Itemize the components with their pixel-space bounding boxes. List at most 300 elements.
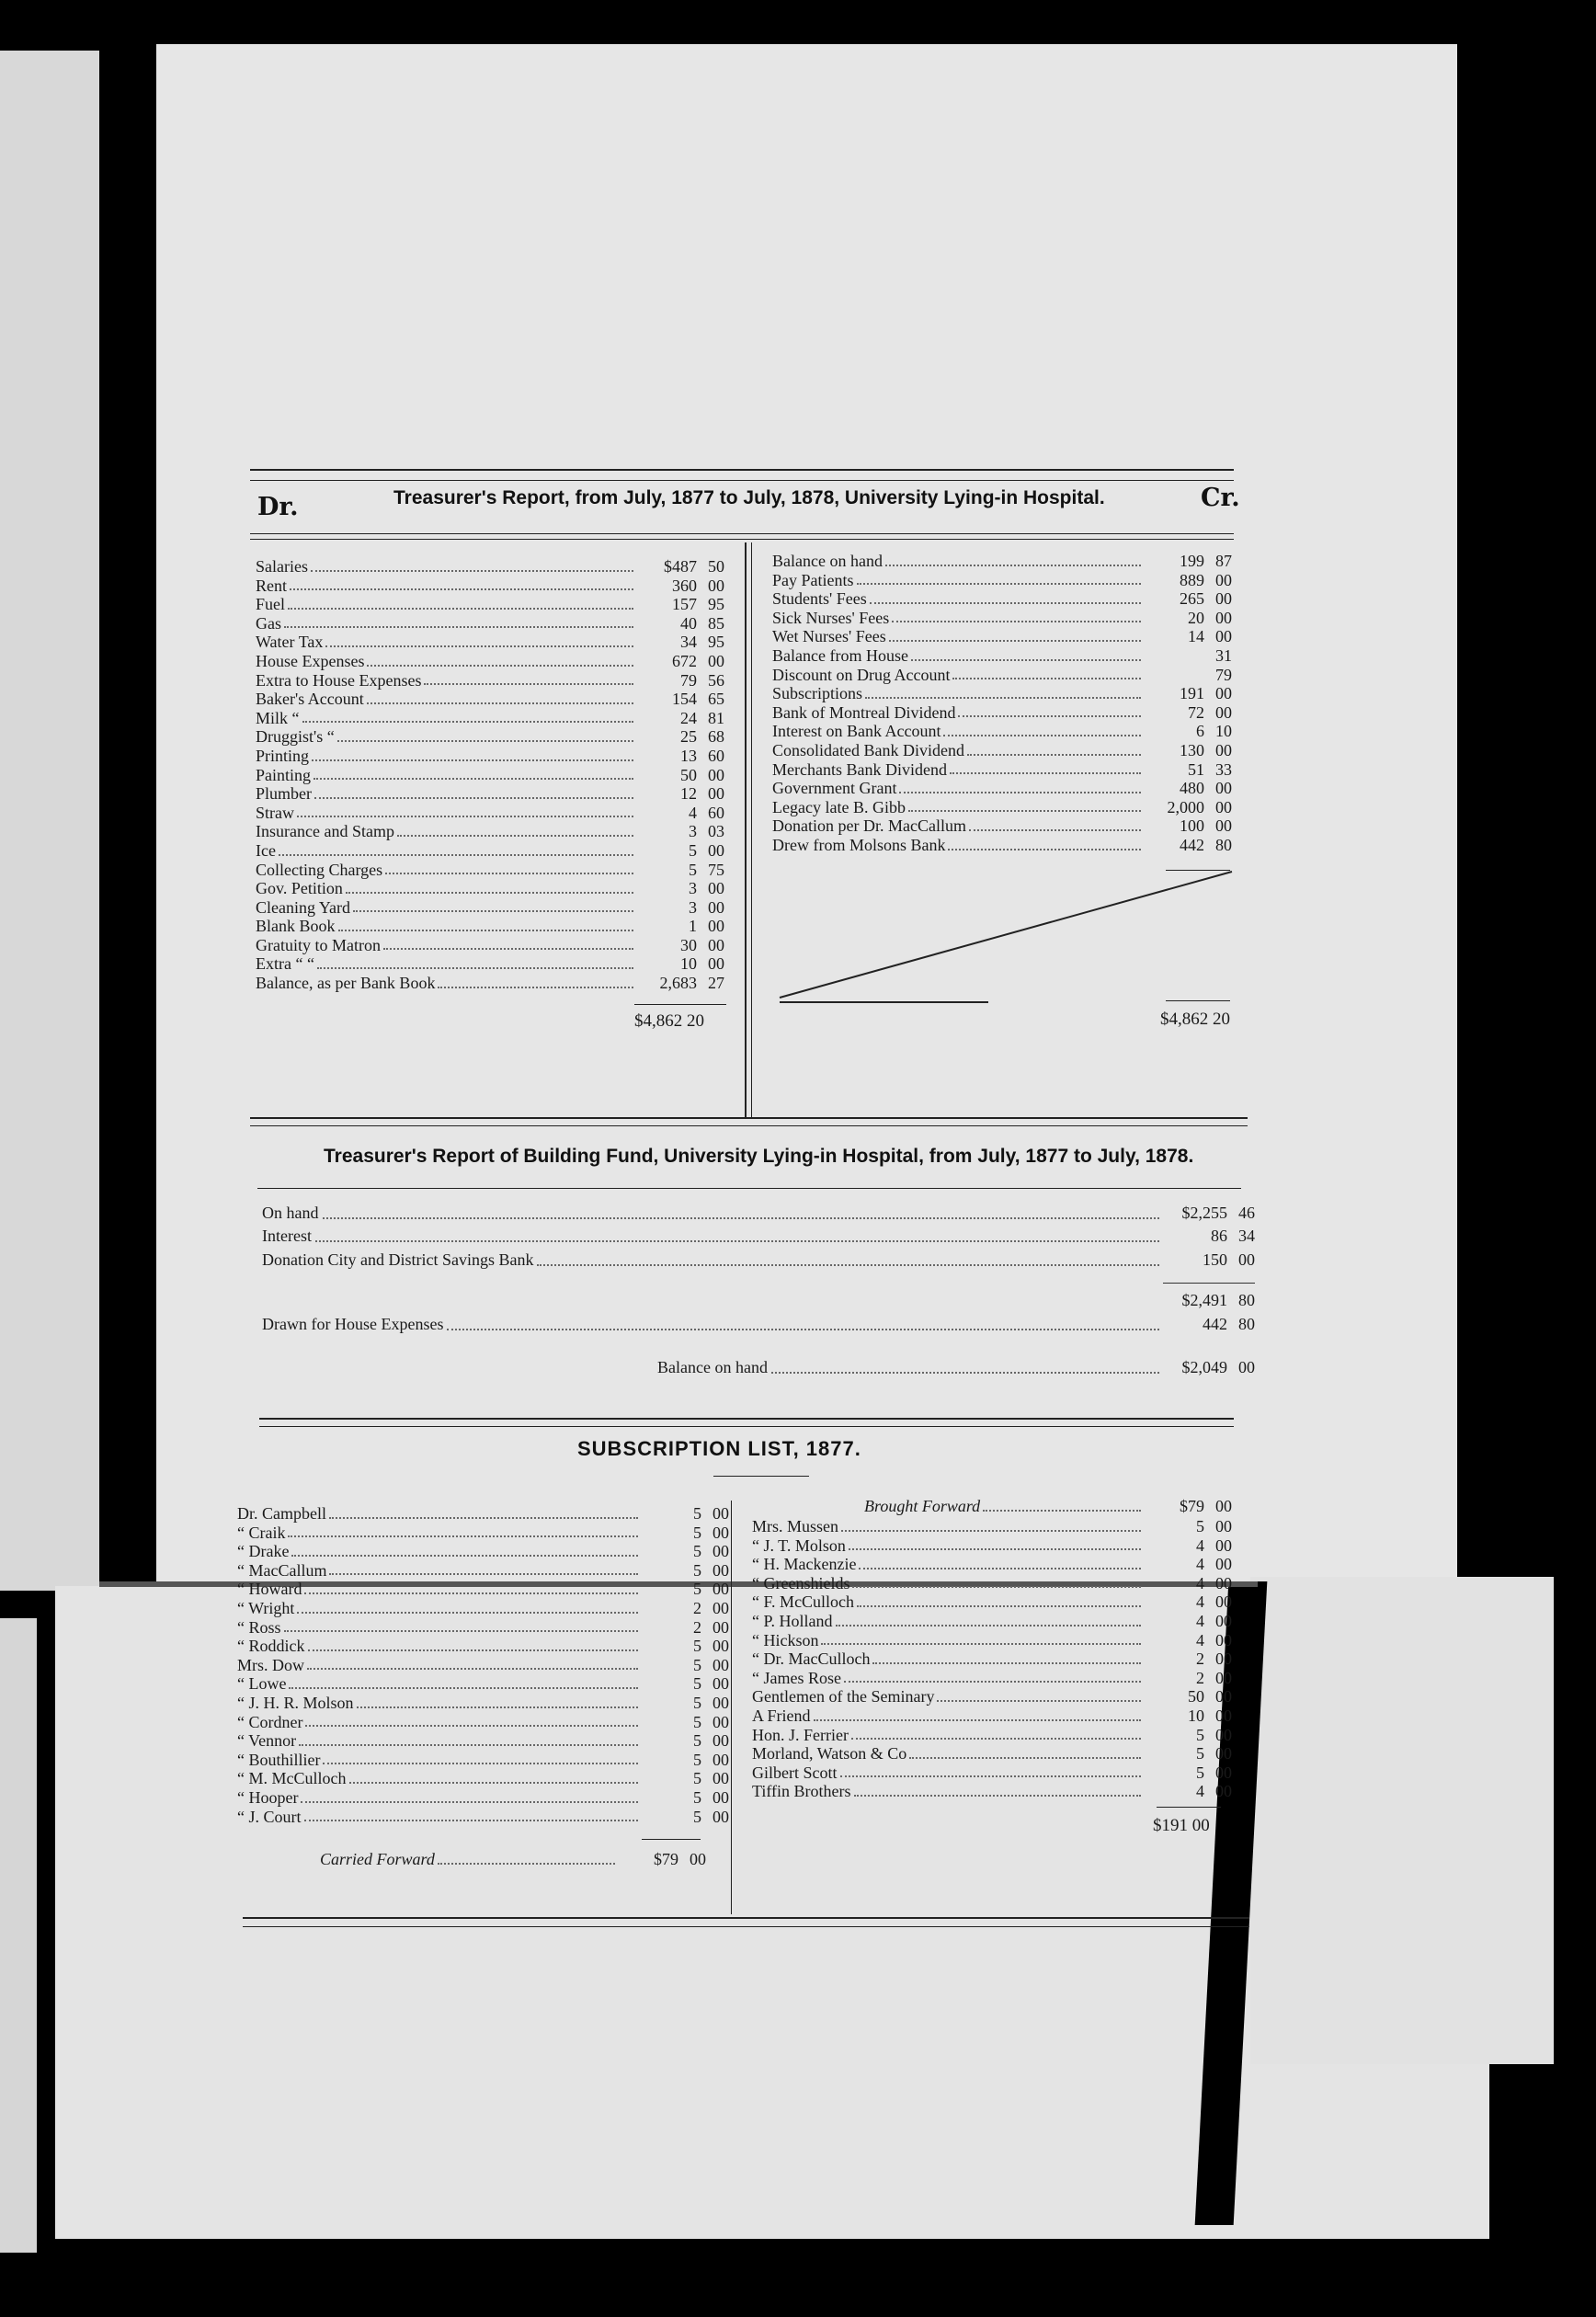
leader-dots (289, 1687, 638, 1689)
credit-label: Consolidated Bank Dividend (772, 740, 964, 759)
subscriber-label: “ Cordner (237, 1712, 303, 1731)
subscriber-dollars: 5 (693, 1560, 701, 1580)
leader-dots (911, 659, 1141, 661)
subscriber-label: Tiffin Brothers (752, 1782, 851, 1801)
subscriber-cents: 00 (1215, 1763, 1232, 1782)
bf-dollars: 150 (1203, 1250, 1227, 1269)
credit-cents: 87 (1215, 552, 1232, 570)
subscriber-label: Dr. Campbell (237, 1504, 326, 1523)
subscriber-label: “ Ross (237, 1617, 281, 1637)
bf-row-balance (262, 1356, 1255, 1380)
subscriber-dollars: 5 (693, 1637, 701, 1656)
leader-dots (851, 1738, 1141, 1740)
leader-dots (836, 1625, 1142, 1626)
subscriber-row (752, 1744, 1232, 1763)
credit-cents: 00 (1215, 684, 1232, 703)
subscriber-cents: 00 (1215, 1573, 1232, 1592)
debit-label: Druggist's “ (256, 727, 335, 747)
building-fund-rule (257, 1188, 1241, 1189)
debit-row (256, 652, 724, 671)
credit-cents: 00 (1215, 797, 1232, 816)
debit-dollars: 5 (689, 860, 697, 879)
credit-cents: 00 (1215, 740, 1232, 759)
leader-dots (279, 854, 633, 856)
subscriber-dollars: 50 (1188, 1687, 1204, 1706)
subscriber-row (237, 1751, 729, 1770)
subscriber-label: “ James Rose (752, 1668, 841, 1687)
debit-cents: 65 (708, 690, 724, 709)
subscriber-row (237, 1561, 729, 1581)
brought-forward-row (864, 1497, 1232, 1516)
subscriber-row (752, 1706, 1232, 1726)
subscriber-dollars: 5 (1196, 1763, 1204, 1782)
credit-row (772, 703, 1232, 723)
subscriber-cents: 00 (712, 1769, 729, 1788)
credit-row (772, 779, 1232, 798)
debit-total-rule (634, 1004, 726, 1005)
credit-dollars: 6 (1196, 722, 1204, 741)
leader-dots (346, 892, 633, 894)
debit-cents: 95 (708, 633, 724, 652)
subscriber-cents: 00 (712, 1598, 729, 1617)
credit-label: Balance on hand (772, 552, 883, 570)
bf-dollars: $2,491 (1181, 1291, 1227, 1309)
debit-dollars: 50 (680, 765, 697, 784)
debit-label: Cleaning Yard (256, 897, 350, 917)
credit-label: Bank of Montreal Dividend (772, 702, 956, 722)
debit-total: $4,862 20 (634, 1011, 704, 1031)
leader-dots (323, 1763, 638, 1764)
subscriber-dollars: 5 (1196, 1725, 1204, 1744)
leader-dots (304, 1820, 639, 1821)
carried-forward-rule (642, 1839, 701, 1840)
report-title: Treasurer's Report, from July, 1877 to July, 1878, University Lying-in Hospital. (393, 487, 1105, 508)
leader-dots (840, 1775, 1142, 1777)
leader-dots (325, 645, 633, 647)
bottom-rule (243, 1917, 1249, 1919)
debit-cents: 56 (708, 670, 724, 690)
credit-row (772, 741, 1232, 760)
leader-dots (885, 565, 1141, 566)
subscriber-row (237, 1808, 729, 1827)
leader-dots (357, 1706, 638, 1708)
bf-label: Interest (262, 1227, 312, 1245)
carried-forward-label: Carried Forward (320, 1850, 435, 1868)
bf-dollars: $2,255 (1181, 1203, 1227, 1222)
subscriber-dollars: 5 (693, 1787, 701, 1807)
leader-dots (284, 1630, 638, 1632)
debit-row (256, 898, 724, 918)
subscriber-row (752, 1669, 1232, 1688)
credit-label: Subscriptions (772, 684, 863, 703)
credit-row (772, 798, 1232, 817)
credit-dollars: 20 (1188, 608, 1204, 627)
credit-row (772, 609, 1232, 628)
subscription-divider (731, 1501, 732, 1914)
credit-row (772, 816, 1232, 836)
debit-cents: 50 (708, 557, 724, 576)
subscriber-row (752, 1782, 1232, 1801)
credit-dollars: 191 (1180, 684, 1204, 703)
credit-row (772, 722, 1232, 741)
brought-forward-dollars: $79 (1180, 1497, 1204, 1515)
debit-dollars: 13 (680, 746, 697, 765)
subscription-list-right (752, 1517, 1232, 1801)
leader-dots (291, 1555, 638, 1557)
leader-dots (872, 1662, 1141, 1664)
subscriber-row (752, 1517, 1232, 1536)
debit-cents: 03 (708, 822, 724, 841)
debit-dollars: 3 (689, 897, 697, 917)
subscriber-cents: 00 (712, 1787, 729, 1807)
leader-dots (288, 608, 633, 610)
debit-dollars: 154 (672, 690, 697, 709)
subscriber-row (237, 1788, 729, 1808)
credit-row (772, 684, 1232, 703)
header-rule-2 (250, 539, 1234, 540)
debit-cents: 00 (708, 879, 724, 898)
subscriber-cents: 00 (712, 1750, 729, 1769)
debit-dollars: 5 (689, 840, 697, 860)
debit-row (256, 766, 724, 785)
debit-row (256, 614, 724, 633)
leader-dots (297, 1612, 638, 1614)
leader-dots (950, 772, 1141, 774)
debit-label: Balance, as per Bank Book (256, 974, 436, 993)
debit-list (256, 557, 724, 993)
subscriber-label: “ J. Court (237, 1807, 302, 1826)
subscriber-cents: 00 (712, 1712, 729, 1731)
debit-cents: 95 (708, 595, 724, 614)
debit-row (256, 841, 724, 861)
subscriber-cents: 00 (1215, 1535, 1232, 1555)
leader-dots (312, 759, 633, 761)
subscriber-row (752, 1574, 1232, 1593)
subscriber-cents: 00 (1215, 1725, 1232, 1744)
subscriber-dollars: 5 (693, 1674, 701, 1694)
leader-dots (299, 1744, 638, 1746)
bf-label: Drawn for House Expenses (262, 1314, 444, 1333)
credit-label: Donation per Dr. MacCallum (772, 816, 966, 836)
debit-dollars: 3 (689, 879, 697, 898)
debit-dollars: $487 (664, 557, 697, 576)
subscriber-cents: 00 (1215, 1706, 1232, 1725)
leader-dots (329, 1517, 638, 1519)
bf-cents: 80 (1238, 1314, 1255, 1333)
credit-total: $4,862 20 (1160, 1010, 1230, 1029)
debit-row (256, 954, 724, 974)
debit-row (256, 804, 724, 823)
bf-cents: 46 (1238, 1203, 1255, 1222)
adjacent-page-left (0, 51, 99, 1591)
diagonal-line (780, 872, 1232, 998)
debit-cents: 68 (708, 727, 724, 747)
subscriber-dollars: 2 (693, 1617, 701, 1637)
debit-dollars: 24 (680, 708, 697, 727)
subscriber-label: “ P. Holland (752, 1611, 833, 1630)
subscriber-label: “ Lowe (237, 1674, 287, 1694)
bf-row-drawn (262, 1312, 1255, 1336)
ledger-diagonal (772, 864, 1241, 1011)
bf-dollars: $2,049 (1181, 1358, 1227, 1376)
debit-dollars: 360 (672, 576, 697, 595)
debit-label: Printing (256, 746, 310, 765)
subscriber-cents: 00 (1215, 1668, 1232, 1687)
subscriber-cents: 00 (712, 1693, 729, 1712)
debit-label: Plumber (256, 784, 312, 804)
leader-dots (302, 721, 634, 723)
leader-dots (854, 1795, 1141, 1797)
debit-cents: 85 (708, 613, 724, 633)
credit-cents: 00 (1215, 702, 1232, 722)
subscription-title-underline (713, 1476, 809, 1477)
subscriber-row (237, 1637, 729, 1656)
debit-label: House Expenses (256, 651, 365, 670)
bf-row-on-hand (262, 1201, 1255, 1225)
subscriber-row (752, 1726, 1232, 1745)
debit-cents: 00 (708, 954, 724, 974)
subscriber-dollars: 5 (693, 1523, 701, 1542)
bf-label: On hand (262, 1203, 319, 1222)
subscriber-row (237, 1504, 729, 1524)
leader-dots (317, 967, 633, 969)
carried-forward-row (320, 1850, 706, 1869)
debit-dollars: 79 (680, 670, 697, 690)
subscriber-row (237, 1713, 729, 1732)
subscriber-label: Morland, Watson & Co (752, 1744, 907, 1763)
debit-row (256, 690, 724, 709)
bf-cents: 80 (1238, 1291, 1255, 1309)
leader-dots (889, 640, 1141, 642)
credit-dollars: 442 (1180, 835, 1204, 854)
subscriber-label: “ Vennor (237, 1731, 297, 1751)
subscriber-row (237, 1674, 729, 1694)
subscriber-cents: 00 (1215, 1555, 1232, 1574)
leader-dots (844, 1681, 1141, 1683)
credit-list (772, 552, 1232, 855)
leader-dots (397, 835, 633, 837)
subscriber-dollars: 5 (693, 1750, 701, 1769)
debit-label: Salaries (256, 557, 308, 576)
subscriber-dollars: 4 (1196, 1555, 1204, 1574)
debit-dollars: 10 (680, 954, 697, 974)
dr-label: Dr. (257, 493, 299, 521)
subscriber-row (752, 1687, 1232, 1706)
leader-dots (841, 1530, 1141, 1532)
top-rule-thin (250, 480, 1234, 481)
leader-dots (367, 702, 633, 704)
leader-dots (314, 797, 633, 799)
subscriber-cents: 00 (1215, 1744, 1232, 1763)
debit-dollars: 25 (680, 727, 697, 747)
subscriber-cents: 00 (712, 1731, 729, 1751)
leader-dots (337, 740, 633, 742)
subscriber-dollars: 4 (1196, 1782, 1204, 1801)
credit-dollars: 889 (1180, 570, 1204, 589)
bf-row-interest (262, 1225, 1255, 1249)
debit-dollars: 40 (680, 613, 697, 633)
subscriber-row (237, 1618, 729, 1638)
credit-dollars: 265 (1180, 589, 1204, 609)
credit-label: Interest on Bank Account (772, 722, 941, 741)
credit-dollars: 100 (1180, 816, 1204, 836)
subscriber-row (237, 1599, 729, 1618)
leader-dots (967, 754, 1141, 756)
credit-label: Balance from House (772, 645, 908, 665)
debit-row (256, 784, 724, 804)
debit-label: Milk “ (256, 708, 300, 727)
subscriber-cents: 00 (1215, 1687, 1232, 1706)
subscriber-label: “ J. T. Molson (752, 1535, 846, 1555)
debit-label: Fuel (256, 595, 286, 614)
leader-dots (438, 987, 633, 988)
debit-cents: 60 (708, 803, 724, 822)
credit-cents: 00 (1215, 608, 1232, 627)
debit-label: Gov. Petition (256, 879, 343, 898)
credit-dollars: 14 (1188, 627, 1204, 646)
leader-dots (307, 1668, 638, 1670)
debit-row (256, 557, 724, 576)
leader-dots (948, 849, 1141, 850)
subscriber-cents: 00 (712, 1560, 729, 1580)
subscription-rule-top-2 (259, 1426, 1234, 1427)
subscription-right-total: $191 00 (1153, 1816, 1210, 1835)
leader-dots (969, 829, 1141, 831)
subscriber-cents: 00 (712, 1807, 729, 1826)
subscriber-label: A Friend (752, 1706, 811, 1725)
subscriber-label: Hon. J. Ferrier (752, 1725, 849, 1744)
carried-forward-dollars: $79 (654, 1850, 678, 1868)
debit-dollars: 34 (680, 633, 697, 652)
debit-label: Extra “ “ (256, 954, 314, 974)
debit-cents: 00 (708, 897, 724, 917)
debit-row (256, 917, 724, 936)
subscriber-label: “ H. Mackenzie (752, 1555, 857, 1574)
credit-cents: 00 (1215, 779, 1232, 798)
subscriber-dollars: 2 (693, 1598, 701, 1617)
subscriber-cents: 00 (712, 1580, 729, 1599)
leader-dots (865, 697, 1141, 699)
credit-cents: 31 (1215, 645, 1232, 665)
subscriber-row (752, 1555, 1232, 1574)
subscriber-cents: 00 (712, 1637, 729, 1656)
debit-cents: 00 (708, 840, 724, 860)
subscriber-cents: 00 (1215, 1649, 1232, 1669)
subscription-list-left (237, 1504, 729, 1826)
subscriber-label: “ Wright (237, 1598, 295, 1617)
subscriber-label: “ Hooper (237, 1787, 299, 1807)
subscriber-label: “ Hickson (752, 1630, 819, 1649)
debit-dollars: 1 (689, 917, 697, 936)
debit-row (256, 727, 724, 747)
bf-subtotal (262, 1289, 1255, 1313)
bottom-rule-2 (243, 1926, 1249, 1927)
debit-dollars: 2,683 (659, 974, 697, 993)
leader-dots (424, 683, 633, 685)
building-fund-rule-top-2 (250, 1125, 1248, 1126)
debit-label: Rent (256, 576, 287, 595)
debit-row (256, 974, 724, 993)
subscriber-cents: 00 (1215, 1782, 1232, 1801)
credit-cents: 00 (1215, 570, 1232, 589)
debit-dollars: 30 (680, 935, 697, 954)
debit-label: Collecting Charges (256, 860, 383, 879)
debit-label: Gas (256, 613, 281, 633)
debit-dollars: 157 (672, 595, 697, 614)
subscriber-row (752, 1631, 1232, 1650)
leader-dots (908, 810, 1141, 812)
credit-row (772, 666, 1232, 685)
credit-dollars: 72 (1188, 702, 1204, 722)
subscriber-dollars: 5 (1196, 1517, 1204, 1535)
subscriber-label: “ Drake (237, 1542, 290, 1561)
leader-dots (301, 1801, 638, 1803)
credit-dollars: 480 (1180, 779, 1204, 798)
subscriber-row (237, 1524, 729, 1543)
debit-label: Ice (256, 840, 276, 860)
subscriber-dollars: 2 (1196, 1649, 1204, 1669)
bf-dollars: 442 (1203, 1314, 1227, 1333)
debit-row (256, 671, 724, 691)
subscriber-row (237, 1580, 729, 1599)
subscriber-dollars: 5 (693, 1693, 701, 1712)
debit-cents: 81 (708, 708, 724, 727)
debit-cents: 00 (708, 576, 724, 595)
subscriber-label: “ Bouthillier (237, 1750, 321, 1769)
debit-row (256, 633, 724, 652)
debit-label: Baker's Account (256, 690, 364, 709)
credit-label: Government Grant (772, 779, 897, 798)
subscriber-row (237, 1731, 729, 1751)
subscriber-label: Mrs. Mussen (752, 1517, 839, 1535)
subscriber-row (237, 1769, 729, 1788)
bf-label: Donation City and District Savings Bank (262, 1250, 534, 1269)
subscriber-row (752, 1612, 1232, 1631)
subscriber-cents: 00 (1215, 1592, 1232, 1612)
debit-label: Insurance and Stamp (256, 822, 394, 841)
subscriber-dollars: 4 (1196, 1535, 1204, 1555)
subscriber-dollars: 4 (1196, 1573, 1204, 1592)
subscription-rule-top (259, 1418, 1234, 1420)
debit-row (256, 879, 724, 898)
subscriber-label: Mrs. Dow (237, 1655, 305, 1674)
credit-dollars: 2,000 (1167, 797, 1204, 816)
building-fund-table (262, 1201, 1255, 1379)
adjacent-page-left-lower (0, 1618, 37, 2253)
subscriber-row (752, 1649, 1232, 1669)
subscriber-dollars: 5 (693, 1731, 701, 1751)
subscriber-label: “ Craik (237, 1523, 286, 1542)
subscriber-label: Gentlemen of the Seminary (752, 1687, 935, 1706)
credit-label: Sick Nurses' Fees (772, 608, 890, 627)
debit-row (256, 576, 724, 596)
debit-dollars: 3 (689, 822, 697, 841)
leader-dots (849, 1548, 1141, 1550)
cr-label: Cr. (1201, 484, 1240, 512)
subscriber-dollars: 5 (693, 1655, 701, 1674)
subscriber-cents: 00 (712, 1523, 729, 1542)
subscriber-row (237, 1694, 729, 1713)
credit-label: Merchants Bank Dividend (772, 759, 947, 779)
brought-forward-label: Brought Forward (864, 1497, 981, 1515)
leader-dots (857, 1605, 1141, 1607)
subscriber-dollars: 5 (693, 1712, 701, 1731)
subscriber-row (237, 1656, 729, 1675)
subscriber-dollars: 5 (693, 1807, 701, 1826)
leader-dots (857, 583, 1142, 585)
leader-dots (311, 570, 633, 572)
leader-dots (284, 626, 633, 628)
